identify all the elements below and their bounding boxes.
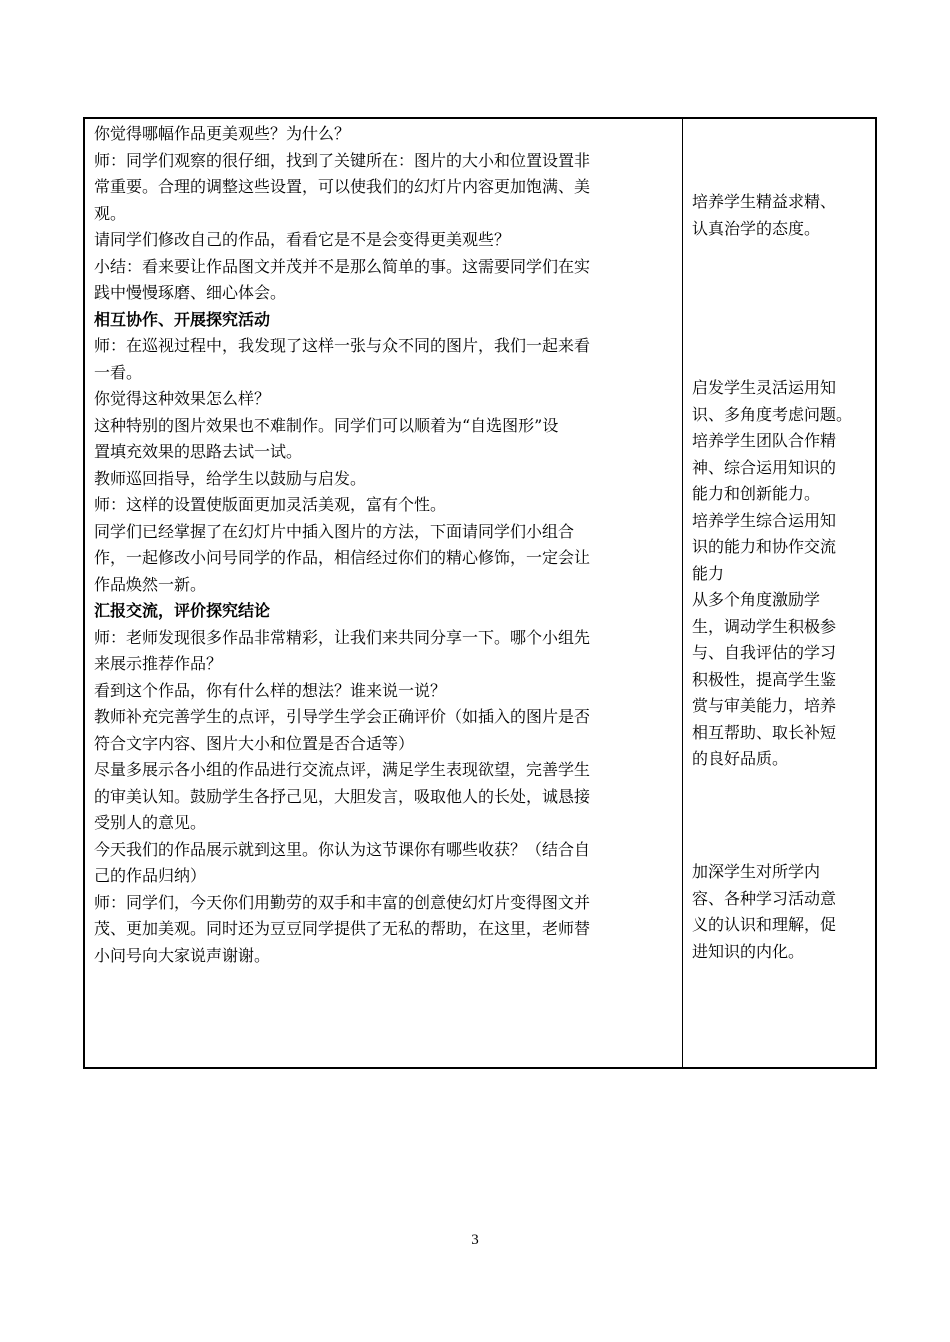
section-heading: 汇报交流，评价探究结论 xyxy=(94,601,271,620)
intent-line: 积极性，提高学生鉴 xyxy=(692,669,837,689)
intent-line: 生，调动学生积极参 xyxy=(692,616,837,636)
page-number: 3 xyxy=(471,1232,479,1248)
intent-line: 与、自我评估的学习 xyxy=(692,643,837,662)
text-line: 小问号向大家说声谢谢。 xyxy=(94,945,271,965)
intent-line: 的良好品质。 xyxy=(692,749,789,768)
intent-line: 义的认识和理解，促 xyxy=(692,915,837,934)
intent-line: 从多个角度激励学 xyxy=(692,590,821,609)
intent-line: 进知识的内化。 xyxy=(692,941,805,961)
intent-line: 识、多角度考虑问题。 xyxy=(692,404,853,424)
text-line: 受别人的意见。 xyxy=(94,813,207,832)
text-line: 小结：看来要让作品图文并茂并不是那么简单的事。这需要同学们在实 xyxy=(94,256,591,276)
text-line: 置填充效果的思路去试一试。 xyxy=(94,442,303,461)
text-line: 你觉得这种效果怎么样？ xyxy=(94,389,271,408)
intent-line: 培养学生精益求精、 xyxy=(692,192,837,211)
teaching-process-column xyxy=(94,121,672,969)
text-line: 教师补充完善学生的点评，引导学生学会正确评价（如插入的图片是否 xyxy=(94,707,591,726)
text-line: 常重要。合理的调整这些设置，可以使我们的幻灯片内容更加饱满、美 xyxy=(94,177,591,196)
text-line: 你觉得哪幅作品更美观些？为什么？ xyxy=(94,124,351,143)
text-line: 师：同学们，今天你们用勤劳的双手和丰富的创意使幻灯片变得图文并 xyxy=(94,892,591,912)
text-line: 作品焕然一新。 xyxy=(94,574,207,594)
text-line: 作，一起修改小问号同学的作品，相信经过你们的精心修饰，一定会让 xyxy=(94,548,591,567)
text-line: 观。 xyxy=(94,203,127,223)
intent-line: 加深学生对所学内 xyxy=(692,862,821,881)
design-intent-block-2 xyxy=(692,375,872,773)
text-line: 师：同学们观察的很仔细，找到了关键所在：图片的大小和位置设置非 xyxy=(94,150,591,170)
text-line: 这种特别的图片效果也不难制作。同学们可以顺着为“自选图形”设 xyxy=(94,415,559,435)
intent-line: 认真治学的态度。 xyxy=(692,218,821,238)
intent-line: 培养学生团队合作精 xyxy=(692,431,837,450)
text-line: 教师巡回指导，给学生以鼓励与启发。 xyxy=(94,468,367,488)
lesson-plan-table xyxy=(83,117,877,1069)
text-line: 茂、更加美观。同时还为豆豆同学提供了无私的帮助，在这里，老师替 xyxy=(94,919,591,938)
intent-line: 能力和创新能力。 xyxy=(692,484,821,503)
intent-line: 相互帮助、取长补短 xyxy=(692,722,837,742)
column-divider xyxy=(682,119,683,1067)
text-line: 尽量多展示各小组的作品进行交流点评，满足学生表现欲望，完善学生 xyxy=(94,760,591,779)
section-heading: 相互协作、开展探究活动 xyxy=(94,309,271,329)
text-line: 一看。 xyxy=(94,362,143,382)
text-line: 看到这个作品，你有什么样的想法？谁来说一说？ xyxy=(94,680,447,700)
text-line: 师：这样的设置使版面更加灵活美观，富有个性。 xyxy=(94,495,447,514)
text-line: 师：在巡视过程中，我发现了这样一张与众不同的图片，我们一起来看 xyxy=(94,336,591,355)
text-line: 的审美认知。鼓励学生各抒己见，大胆发言，吸取他人的长处，诚恳接 xyxy=(94,786,591,806)
text-line: 今天我们的作品展示就到这里。你认为这节课你有哪些收获？（结合自 xyxy=(94,839,591,859)
intent-line: 识的能力和协作交流 xyxy=(692,537,837,556)
intent-line: 赏与审美能力，培养 xyxy=(692,696,837,715)
text-line: 来展示推荐作品？ xyxy=(94,654,223,673)
text-line: 请同学们修改自己的作品，看看它是不是会变得更美观些？ xyxy=(94,230,511,249)
text-line: 己的作品归纳） xyxy=(94,866,207,885)
design-intent-block-3 xyxy=(692,859,872,965)
design-intent-block-1 xyxy=(692,189,872,242)
intent-line: 启发学生灵活运用知 xyxy=(692,378,837,397)
text-line: 同学们已经掌握了在幻灯片中插入图片的方法，下面请同学们小组合 xyxy=(94,521,575,541)
text-line: 师：老师发现很多作品非常精彩，让我们来共同分享一下。哪个小组先 xyxy=(94,627,591,647)
intent-line: 神、综合运用知识的 xyxy=(692,457,837,477)
intent-line: 容、各种学习活动意 xyxy=(692,888,837,908)
intent-line: 培养学生综合运用知 xyxy=(692,510,837,530)
intent-line: 能力 xyxy=(692,563,725,583)
text-line: 践中慢慢琢磨、细心体会。 xyxy=(94,283,287,302)
text-line: 符合文字内容、图片大小和位置是否合适等） xyxy=(94,733,415,753)
